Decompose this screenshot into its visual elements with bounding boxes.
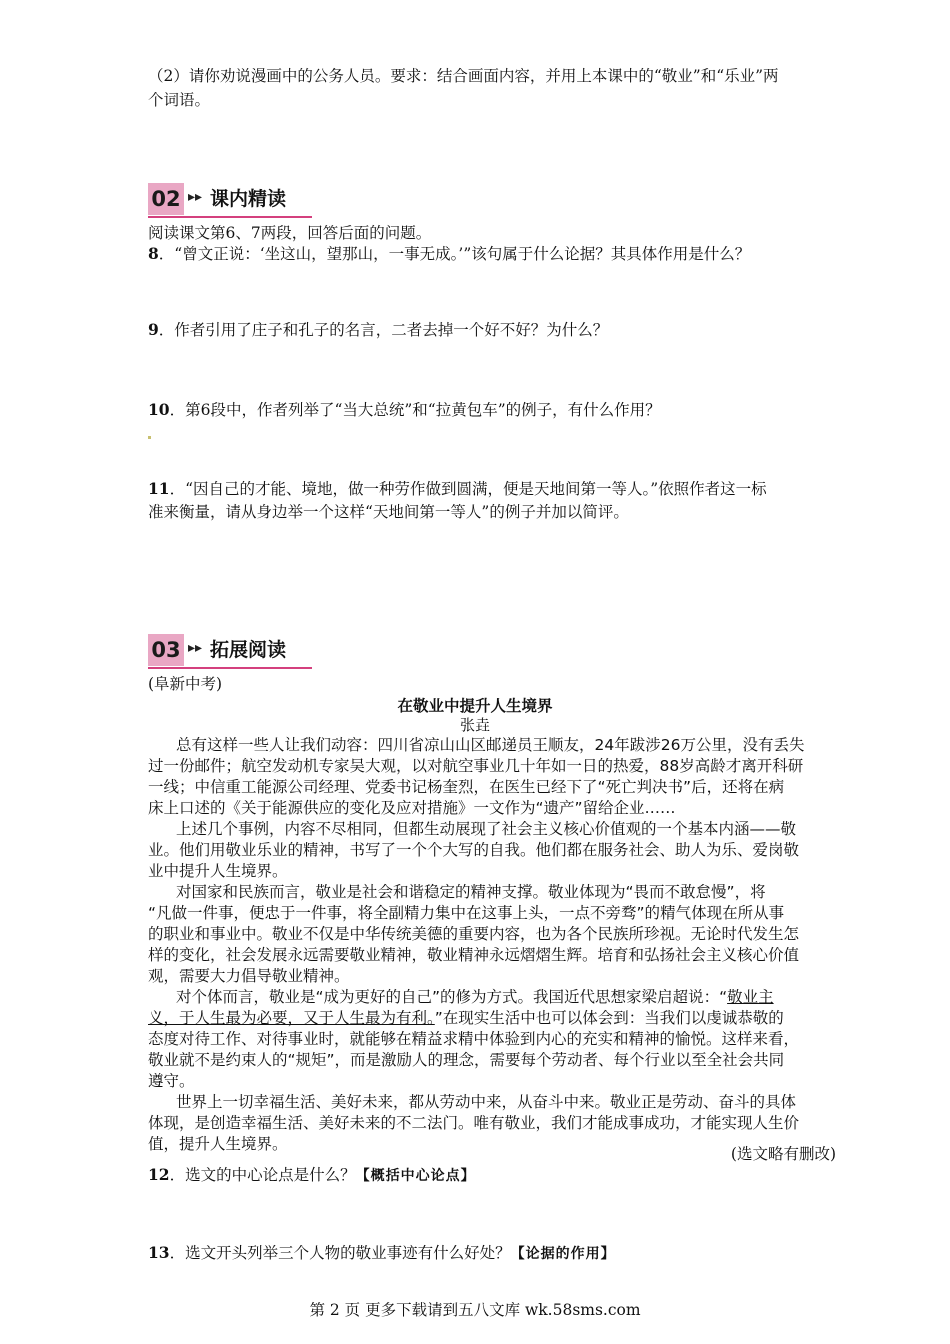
essay-line: 总有这样一些人让我们动容：四川省凉山山区邮递员王顺友，24年跋涉26万公里，没有丢失 xyxy=(176,736,805,754)
essay-line: 值，提升人生境界。 xyxy=(148,1135,288,1153)
question-tag: 【概括中心论点】 xyxy=(355,1168,476,1184)
essay-title: 在敬业中提升人生境界 xyxy=(397,697,553,715)
essay-line-text: 对个体而言，敬业是“成为更好的自己”的修为方式。我国近代思想家梁启超说：“ xyxy=(176,988,728,1006)
stray-mark xyxy=(148,436,151,439)
question-text: ．选文的中心论点是什么？ xyxy=(169,1166,356,1184)
question-11-line2: 准来衡量，请从身边举一个这样“天地间第一等人”的例子并加以简评。 xyxy=(148,503,629,521)
essay-line: 样的变化，社会发展永远需要敬业精神，敬业精神永远熠熠生辉。培育和弘扬社会主义核心价值 xyxy=(148,946,800,964)
question-text: ．“曾文正说：‘坐这山，望那山，一事无成。’”该句属于什么论据？其具体作用是什么？ xyxy=(158,245,751,263)
essay-line-text: ”在现实生活中也可以体会到：当我们以虔诚恭敬的 xyxy=(434,1009,784,1027)
question-number: 13 xyxy=(148,1243,170,1262)
section-underline xyxy=(148,216,312,218)
question-number: 12 xyxy=(148,1165,170,1184)
source-note: (阜新中考) xyxy=(148,675,223,693)
section-underline xyxy=(148,667,312,669)
essay-line: 观，需要大力倡导敬业精神。 xyxy=(148,967,350,985)
question-number: 11 xyxy=(148,479,170,498)
question-9 xyxy=(148,318,608,342)
q-part2-line1: （2）请你劝说漫画中的公务人员。要求：结合画面内容，并用上本课中的“敬业”和“乐业”两 xyxy=(148,67,779,85)
question-text: ．“因自己的才能、境地，做一种劳作做到圆满，便是天地间第一等人。”依照作者这一标 xyxy=(169,480,767,498)
question-10 xyxy=(148,398,661,422)
essay-line: “凡做一件事，便忠于一件事，将全副精力集中在这事上头，一点不旁骛”的精气体现在所从事 xyxy=(148,904,785,922)
essay-line: 业中提升人生境界。 xyxy=(148,862,288,880)
essay-line: 敬业就不是约束人的“规矩”，而是激励人的理念，需要每个劳动者、每个行业以至全社会共同 xyxy=(148,1051,785,1069)
essay-line: 遵守。 xyxy=(148,1072,195,1090)
question-text: ．第6段中，作者列举了“当大总统”和“拉黄包车”的例子，有什么作用？ xyxy=(169,401,661,419)
essay-line: 态度对待工作、对待事业时，就能够在精益求精中体验到内心的充实和精神的愉悦。这样来看， xyxy=(148,1030,800,1048)
essay-line: 过一份邮件；航空发动机专家吴大观，以对航空事业几十年如一日的热爱，88岁高龄才离开科研 xyxy=(148,757,804,775)
section-header-02 xyxy=(148,183,312,217)
double-arrow-icon: ▸▸ xyxy=(188,189,203,205)
essay-line: 体现，是创造幸福生活、美好未来的不二法门。唯有敬业，我们才能成事成功，才能实现人生价 xyxy=(148,1114,800,1132)
underlined-quote: 敬业主 xyxy=(727,988,774,1006)
section-title: 拓展阅读 xyxy=(210,639,287,661)
page-footer: 第 2 页 更多下载请到五八文库 wk.58sms.com xyxy=(309,1301,641,1319)
question-number: 10 xyxy=(148,400,170,419)
essay-author: 张垚 xyxy=(459,716,490,734)
question-tag: 【论据的作用】 xyxy=(510,1246,616,1262)
essay-line: 床上口述的《关于能源供应的变化及应对措施》一文作为“遗产”留给企业…… xyxy=(148,799,676,817)
question-8 xyxy=(148,242,750,266)
question-text: ．选文开头列举三个人物的敬业事迹有什么好处？ xyxy=(169,1244,511,1262)
question-13 xyxy=(148,1241,616,1266)
question-number: 9 xyxy=(148,320,159,339)
section-number: 03 xyxy=(148,634,184,666)
question-number: 8 xyxy=(148,244,159,263)
essay-line xyxy=(176,987,774,1008)
double-arrow-icon: ▸▸ xyxy=(188,640,203,656)
essay-line xyxy=(148,1008,784,1029)
question-text: ．作者引用了庄子和孔子的名言，二者去掉一个好不好？为什么？ xyxy=(158,321,609,339)
essay-line: 一线；中信重工能源公司经理、党委书记杨奎烈，在医生已经下了“死亡判决书”后，还将在病 xyxy=(148,778,785,796)
section-number: 02 xyxy=(148,183,184,215)
essay-line: 业。他们用敬业乐业的精神，书写了一个个大写的自我。他们都在服务社会、助人为乐、爱岗敬 xyxy=(148,841,800,859)
question-11 xyxy=(148,477,767,501)
essay-line: 世界上一切幸福生活、美好未来，都从劳动中来，从奋斗中来。敬业正是劳动、奋斗的具体 xyxy=(176,1093,797,1111)
section-title: 课内精读 xyxy=(210,188,287,210)
question-12 xyxy=(148,1163,476,1188)
essay-line: 对国家和民族而言，敬业是社会和谐稳定的精神支撑。敬业体现为“畏而不敢怠慢”，将 xyxy=(176,883,766,901)
section-header-03 xyxy=(148,634,312,668)
reading-instruction: 阅读课文第6、7两段，回答后面的问题。 xyxy=(148,224,432,242)
essay-line: 的职业和事业中。敬业不仅是中华传统美德的重要内容，也为各个民族所珍视。无论时代发生怎 xyxy=(148,925,800,943)
edit-note: (选文略有删改) xyxy=(730,1145,836,1163)
essay-line: 上述几个事例，内容不尽相同，但都生动展现了社会主义核心价值观的一个基本内涵——敬 xyxy=(176,820,797,838)
q-part2-line2: 个词语。 xyxy=(148,91,211,109)
underlined-quote: 义，于人生最为必要，又于人生最为有利。 xyxy=(148,1009,435,1027)
